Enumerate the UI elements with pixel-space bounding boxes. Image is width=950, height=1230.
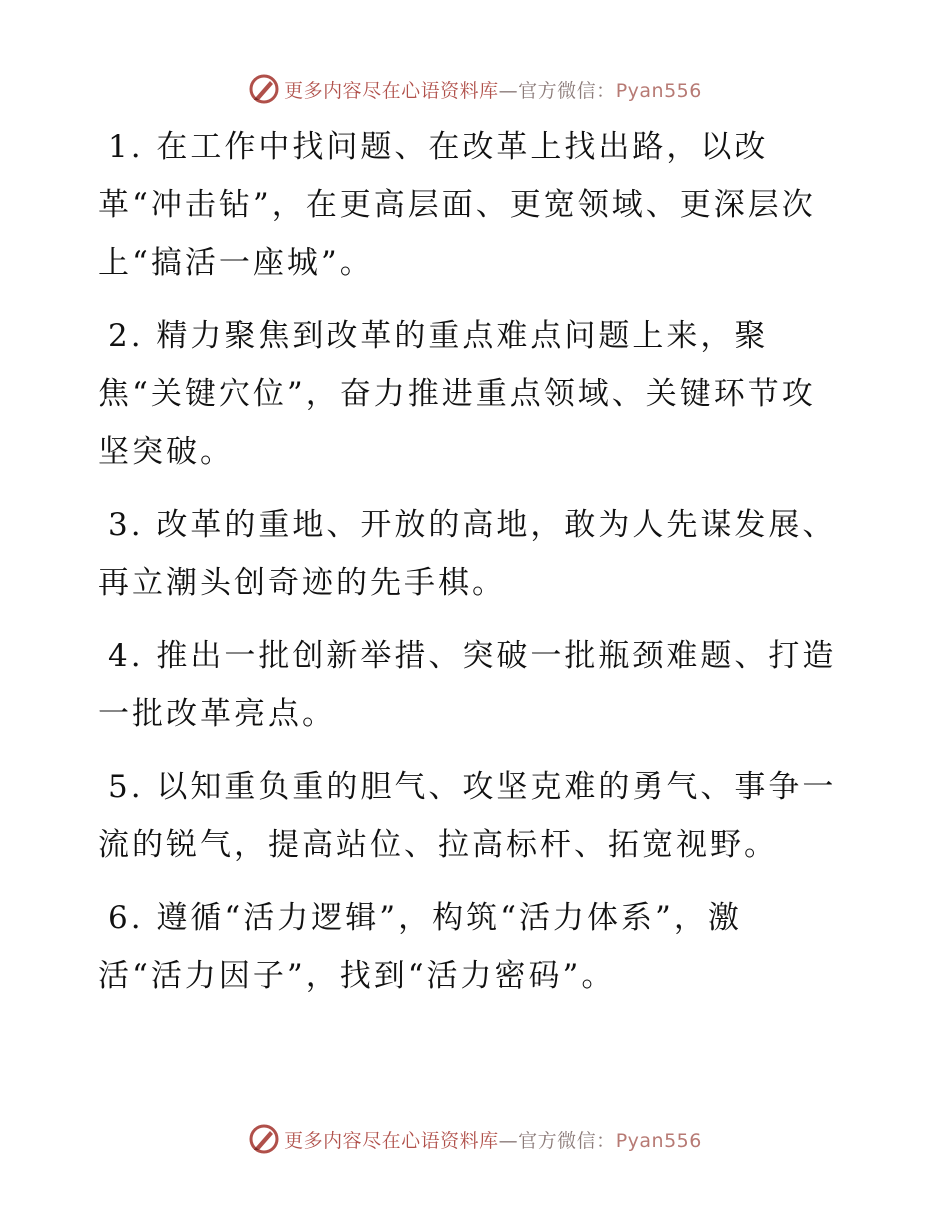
list-item-line: 再立潮头创奇迹的先手棋。 bbox=[98, 565, 506, 601]
list-item bbox=[98, 627, 858, 743]
watermark-handle: Pyan556 bbox=[615, 79, 702, 102]
list-item bbox=[98, 118, 858, 292]
list-item bbox=[98, 758, 858, 874]
list-item-line: 坚突破。 bbox=[98, 434, 234, 470]
list-item bbox=[98, 307, 858, 481]
watermark-text bbox=[284, 76, 702, 103]
watermark-handle: Pyan556 bbox=[615, 1129, 702, 1152]
header-watermark bbox=[0, 72, 950, 106]
watermark-brand: 更多内容尽在心语资料库 bbox=[284, 1129, 499, 1152]
list-item-first-line: 5. 以知重负重的胆气、攻坚克难的勇气、事争一 bbox=[108, 769, 837, 805]
list-item bbox=[98, 496, 858, 612]
watermark-suffix: 官方微信： bbox=[518, 1129, 616, 1152]
footer-watermark bbox=[0, 1122, 950, 1156]
watermark-separator: — bbox=[498, 79, 519, 102]
document-body bbox=[98, 118, 858, 1020]
list-item-line: 焦“关键穴位”，奋力推进重点领域、关键环节攻 bbox=[98, 376, 816, 412]
watermark-suffix: 官方微信： bbox=[518, 79, 616, 102]
watermark-text bbox=[284, 1126, 702, 1153]
list-item-line: 上“搞活一座城”。 bbox=[98, 245, 374, 281]
watermark-separator: — bbox=[498, 1129, 519, 1152]
list-item-first-line: 4. 推出一批创新举措、突破一批瓶颈难题、打造 bbox=[108, 638, 837, 674]
red-pen-logo-icon bbox=[248, 73, 280, 105]
list-item-first-line: 2. 精力聚焦到改革的重点难点问题上来，聚 bbox=[108, 318, 769, 354]
list-item-first-line: 1. 在工作中找问题、在改革上找出路，以改 bbox=[108, 129, 769, 165]
list-item-first-line: 3. 改革的重地、开放的高地，敢为人先谋发展、 bbox=[108, 507, 837, 543]
list-item-line: 流的锐气，提高站位、拉高标杆、拓宽视野。 bbox=[98, 827, 778, 863]
list-item-line: 一批改革亮点。 bbox=[98, 696, 336, 732]
list-item-line: 革“冲击钻”，在更高层面、更宽领域、更深层次 bbox=[98, 187, 816, 223]
list-item-first-line: 6. 遵循“活力逻辑”，构筑“活力体系”，激 bbox=[108, 900, 742, 936]
list-item-line: 活“活力因子”，找到“活力密码”。 bbox=[98, 958, 616, 994]
red-pen-logo-icon bbox=[248, 1123, 280, 1155]
list-item bbox=[98, 889, 858, 1005]
watermark-brand: 更多内容尽在心语资料库 bbox=[284, 79, 499, 102]
